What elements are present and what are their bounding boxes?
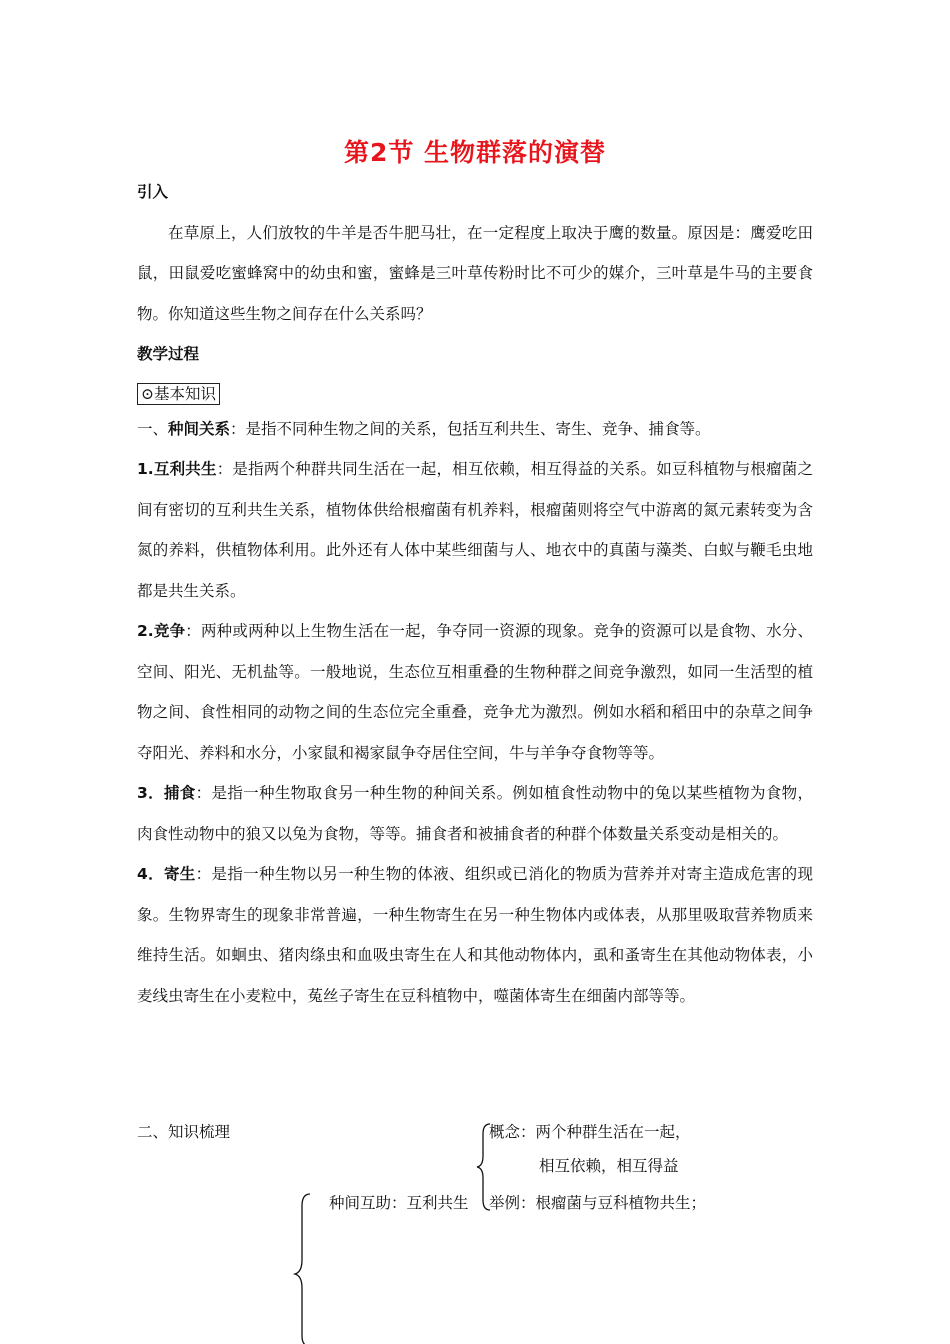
section1-prefix: 一、: [137, 419, 169, 438]
outer-brace-icon: [295, 1194, 310, 1344]
item-predation: [137, 773, 813, 854]
item-text: ：是指一种生物以另一种生物的体液、组织或已消化的物质为营养并对寄主造成危害的现象。生物界寄生的现象非常普遍，一种生物寄生在另一种生物体内或体表，从那里吸取营养物质来维持生活。如蛔虫、猪肉绦虫和血吸虫寄生在人和其他动物体内，虱和蚤寄生在其他动物体表，小麦线虫寄生在小麦粒中，菟丝子寄生在豆科植物中，噬菌体寄生在细菌内部等等。: [137, 865, 813, 1005]
item-number: 4．: [137, 865, 164, 883]
page-title: 第2节 生物群落的演替: [343, 138, 607, 167]
item-term: 捕食: [163, 784, 196, 802]
item-mutualism: [137, 449, 813, 611]
concept-label: 概念：两个种群生活在一起，: [489, 1123, 691, 1141]
process-heading: 教学过程: [137, 345, 200, 363]
basic-knowledge-box: ⊙基本知识: [137, 383, 220, 405]
item-term: 竞争: [153, 622, 186, 640]
section1-term: 种间关系: [168, 419, 231, 438]
item-text: ：是指两个种群共同生活在一起，相互依赖，相互得益的关系。如豆科植物与根瘤菌之间有密切的互利共生关系，植物体供给根瘤菌有机养料，根瘤菌则将空气中游离的氮元素转变为含氮的养料，供植物体利用。此外还有人体中某些细菌与人、地衣中的真菌与藻类、白蚁与鞭毛虫地都是共生关系。: [137, 460, 813, 600]
intro-heading: 引入: [137, 183, 169, 201]
item-text: ：是指一种生物取食另一种生物的种间关系。例如植食性动物中的兔以某些植物为食物，肉食性动物中的狼又以兔为食物，等等。捕食者和被捕食者的种群个体数量关系变动是相关的。: [137, 784, 813, 843]
item-term: 互利共生: [153, 460, 217, 478]
section1-text: ：是指不同种生物之间的关系，包括互利共生、寄生、竞争、捕食等。: [230, 419, 711, 438]
item-number: 1.: [137, 460, 154, 478]
section1-paragraph: [137, 409, 813, 450]
knowledge-tree: [137, 1110, 837, 1344]
item-parasitism: [137, 854, 813, 1016]
section2-heading: 二、知识梳理: [137, 1123, 231, 1141]
document-body: [137, 172, 813, 1016]
item-term: 寄生: [163, 865, 196, 883]
inner-brace-icon: [477, 1124, 490, 1210]
item-number: 2.: [137, 622, 154, 640]
example-label: 举例：根瘤菌与豆科植物共生；: [489, 1194, 707, 1212]
mutual-aid-label: 种间互助：互利共生: [329, 1194, 469, 1212]
intro-paragraph: 在草原上，人们放牧的牛羊是否牛肥马壮，在一定程度上取决于鹰的数量。原因是：鹰爱吃田鼠，田鼠爱吃蜜蜂窝中的幼虫和蜜，蜜蜂是三叶草传粉时比不可少的媒介，三叶草是牛马的主要食物。你知道这些生物之间存在什么关系吗？: [137, 223, 813, 323]
item-competition: [137, 611, 813, 773]
concept-continuation: 相互依赖，相互得益: [539, 1157, 679, 1175]
tree-braces: [137, 1110, 837, 1344]
item-number: 3．: [137, 784, 164, 802]
item-text: ：两种或两种以上生物生活在一起，争夺同一资源的现象。竞争的资源可以是食物、水分、空间、阳光、无机盐等。一般地说，生态位互相重叠的生物种群之间竞争激烈，如同一生活型的植物之间、食性相同的动物之间的生态位完全重叠，竞争尤为激烈。例如水稻和稻田中的杂草之间争夺阳光、养料和水分，小家鼠和褐家鼠争夺居住空间，牛与羊争夺食物等等。: [137, 622, 813, 762]
